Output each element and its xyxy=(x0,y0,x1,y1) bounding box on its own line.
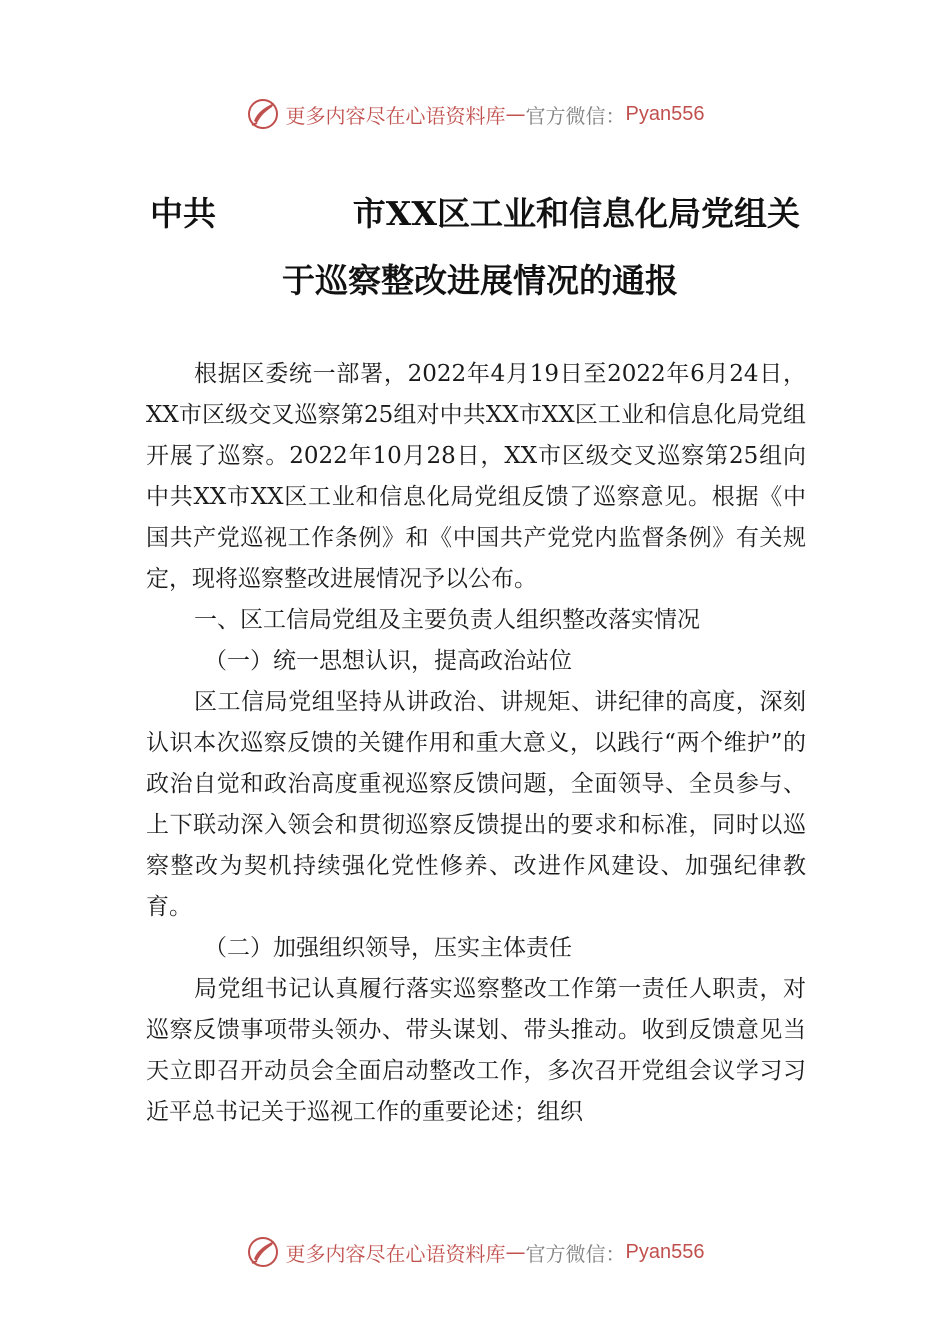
paragraph-intro: 根据区委统一部署，2022年4月19日至2022年6月24日，XX市区级交叉巡察第25组对中共XX市XX区工业和信息化局党组开展了巡察。2022年10月28日，XX市区级交叉巡察第25组向中共XX市XX区工业和信息化局党组反馈了巡察意见。根据《中国共产党巡视工作条例》和《中国共产党党内监督条例》有关规定，现将巡察整改进展情况予以公布。 xyxy=(146,361,806,592)
watermark-wechat-id: Pyan556 xyxy=(625,1240,705,1263)
title-main: 市XX区工业和信息化局党组关 xyxy=(352,194,800,233)
paragraph-subsection-2: 局党组书记认真履行落实巡察整改工作第一责任人职责，对巡察反馈事项带头领办、带头谋划、带头推动。收到反馈意见当天立即召开动员会全面启动整改工作，多次召开党组会议学习习近平总书记关于巡视工作的重要论述；组织 xyxy=(146,976,806,1125)
subsection-heading-1: （一）统一思想认识，提高政治站位 xyxy=(204,648,572,674)
pen-logo-icon xyxy=(246,1235,280,1269)
watermark-dash: — xyxy=(505,1240,526,1264)
subsection-heading-2: （二）加强组织领导，压实主体责任 xyxy=(204,935,572,961)
watermark-wechat-id: Pyan556 xyxy=(625,102,705,125)
watermark-wechat-label: 官方微信： xyxy=(525,103,626,128)
pen-logo-icon xyxy=(246,97,280,131)
paragraph-subsection-1: 区工信局党组坚持从讲政治、讲规矩、讲纪律的高度，深刻认识本次巡察反馈的关键作用和重大意义，以践行“两个维护”的政治自觉和政治高度重视巡察反馈问题，全面领导、全员参与、上下联动深入领会和贯彻巡察反馈提出的要求和标准，同时以巡察整改为契机持续强化党性修养、改进作风建设、加强纪律教育。 xyxy=(146,689,806,920)
title-prefix: 中共 xyxy=(150,194,216,233)
footer-watermark xyxy=(0,1232,950,1272)
document-title-line-2: 于巡察整改进展情况的通报 xyxy=(282,261,678,300)
watermark-dash: — xyxy=(505,102,526,126)
header-watermark xyxy=(0,94,950,134)
watermark-site-name: 更多内容尽在心语资料库 xyxy=(285,103,506,128)
watermark-wechat-label: 官方微信： xyxy=(525,1241,626,1266)
document-title-line-1 xyxy=(150,188,800,235)
section-heading-1: 一、区工信局党组及主要负责人组织整改落实情况 xyxy=(194,607,700,633)
watermark-site-name: 更多内容尽在心语资料库 xyxy=(285,1241,506,1266)
document-body xyxy=(146,354,806,1133)
